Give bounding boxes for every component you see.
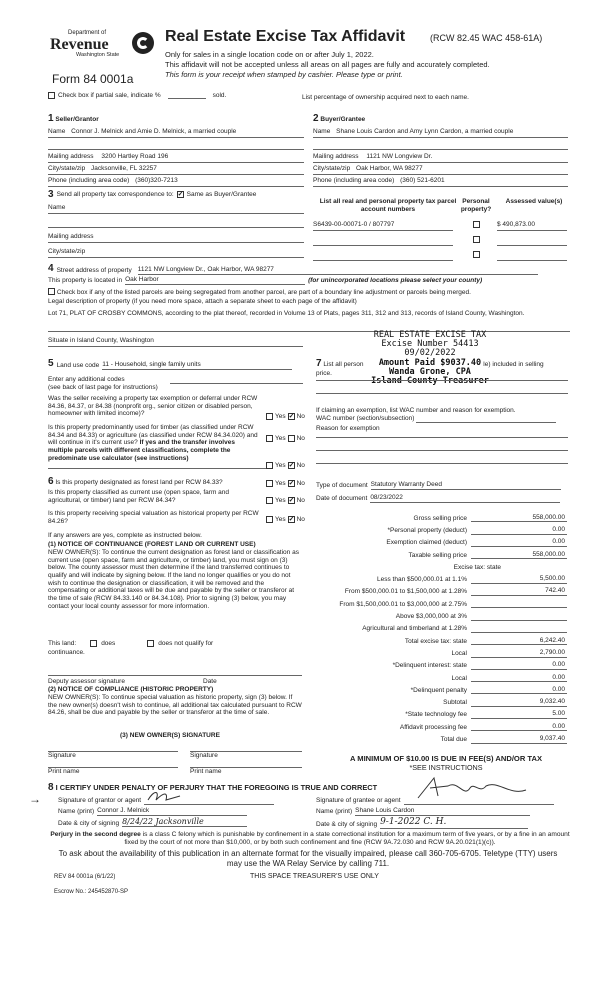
seller-num: 1 [48, 113, 54, 124]
correspondence-label: Send all property tax correspondence to: [56, 191, 174, 199]
grantor-date-value[interactable]: 8/24/22 Jacksonville [122, 817, 247, 827]
correspondence-name-field[interactable] [48, 204, 304, 214]
calc-row-value[interactable]: 5,500.00 [471, 575, 567, 584]
grantee-signature-row [316, 796, 554, 805]
grantor-date-label: Date & city of signing [58, 819, 120, 827]
location-value[interactable]: Oak Harbor [125, 276, 305, 285]
calc-row [312, 719, 567, 731]
parcel-number: S6439-00-00071-0 / 807797 [313, 221, 395, 228]
section6-num: 6 [48, 476, 54, 487]
partial-sale-label: Check box if partial sale, indicate % [58, 92, 161, 99]
document-type-row [316, 481, 561, 490]
buyer-phone-field[interactable] [313, 177, 568, 187]
forest-land-answer [266, 480, 305, 488]
assessed-row-2[interactable] [497, 236, 567, 246]
seller-mailing-value: 3200 Hartley Road 196 [101, 153, 169, 160]
section7-label-a: List all person [323, 361, 364, 368]
calc-row [312, 694, 567, 706]
calc-row-value[interactable]: 0.00 [471, 674, 567, 683]
partial-sale-checkbox[interactable] [48, 92, 55, 99]
calc-row-label: Exemption claimed (deduct) [386, 539, 467, 547]
grantor-date-row [58, 817, 247, 827]
forest-land-question-text: Is this property designated as forest land per RCW 84.33? [55, 479, 223, 486]
street-address-value[interactable]: 1121 NW Longview Dr., Oak Harbor, WA 98277 [138, 266, 538, 275]
grantor-name-label: Name (print) [58, 808, 95, 815]
seller-name-field[interactable] [48, 128, 304, 138]
grantor-name-value[interactable]: Connor J. Melnick [97, 807, 247, 816]
assessed-value: $ 490,873.00 [497, 221, 535, 228]
calc-row-label: *Delinquent interest: state [392, 662, 467, 670]
calc-row-label: From $1,500,000.01 to $3,000,000 at 2.75% [339, 600, 467, 608]
section3-num: 3 [48, 189, 54, 200]
logo-department: Department of [68, 30, 107, 36]
land-use-label: Land use code [56, 362, 100, 370]
seller-phone-label: Phone (including area code) [48, 177, 130, 184]
timber-yes-checkbox[interactable] [266, 435, 273, 442]
calculator-answer [266, 462, 305, 470]
calc-row [312, 731, 567, 743]
parcel-row-2[interactable] [313, 236, 453, 246]
forest-no-checkbox[interactable] [288, 480, 295, 487]
timber-question-bold: If yes and the transfer involves multiple parcels with different classifications, complete the predominate use calculator (see instructions) [48, 439, 235, 462]
grantee-name-row [316, 807, 530, 816]
situate-line [48, 345, 303, 347]
calc-row [312, 522, 567, 534]
deputy-date-label: Date [203, 678, 217, 685]
buyer-city-field[interactable] [313, 165, 568, 175]
land-use-code-value[interactable]: 11 - Household, single family units [102, 361, 292, 370]
buyer-city-label: City/state/zip [313, 165, 351, 172]
new-owner-signature-label-1: Signature [48, 752, 76, 759]
calculator-yes-label: Yes [275, 462, 286, 469]
calc-row-value[interactable]: 6,242.40 [471, 637, 567, 646]
buyer-name-value: Shane Louis Cardon and Amy Lynn Cardon, a married couple [336, 128, 514, 135]
buyer-heading [313, 113, 365, 125]
calc-row-label: *Delinquent penalty [410, 686, 467, 694]
seller-mailing-field[interactable] [48, 153, 304, 163]
if-yes-note: If any answers are yes, complete as instructed below. [48, 532, 202, 539]
assessed-row-3[interactable] [497, 251, 567, 261]
form-number: Form 84 0001a [52, 72, 134, 86]
personal-property-checkbox-1[interactable] [473, 221, 480, 228]
grantor-name-row [58, 807, 247, 816]
calculator-no-label: No [296, 462, 305, 469]
personal-property-line-1[interactable] [316, 379, 568, 381]
header-instructions [165, 50, 490, 79]
wac-label: WAC number (section/subsection) [316, 415, 415, 422]
additional-codes-note: (see back of last page for instructions) [48, 384, 158, 391]
document-type-value[interactable]: Statutory Warranty Deed [371, 481, 561, 490]
legal-description-label: Legal description of property (if you need more space, attach a separate sheet to each page of the affidavit) [48, 298, 357, 305]
header-line-1: Only for sales in a single location code on or after July 1, 2022. [165, 50, 374, 59]
seller-heading-text: Seller/Grantor [55, 116, 99, 123]
calc-row-value[interactable] [471, 620, 567, 621]
seller-name-value: Connor J. Melnick and Amie D. Melnick, a married couple [71, 128, 237, 135]
document-date-row [316, 494, 560, 503]
legal-description: Lot 71, PLAT OF CROSBY COMMONS, according to the plat thereof, recorded in Volume 13 of Plats, pages 311, 312 and 313, records of Island County, Washington. [48, 310, 525, 317]
calc-row-value[interactable] [471, 607, 567, 608]
stamp-line-2: Excise Number 54413 [381, 339, 479, 350]
calc-row-label: Excise tax: state [453, 563, 501, 571]
new-owner-signature-2[interactable] [190, 751, 302, 760]
logo-state: Washington State [76, 52, 120, 59]
does-checkbox[interactable] [90, 640, 97, 647]
calc-row [312, 670, 567, 682]
buyer-name-field[interactable] [313, 128, 568, 138]
parcel-row-3[interactable] [313, 251, 453, 261]
calc-row-label: From $500,000.01 to $1,500,000 at 1.28% [344, 588, 467, 596]
calc-row-label: Affidavit processing fee [399, 723, 467, 731]
timber-question [48, 424, 260, 462]
timber-answer [266, 435, 305, 443]
calc-row-value[interactable]: 0.00 [471, 723, 567, 732]
buyer-phone-label: Phone (including area code) [313, 177, 395, 184]
calc-row-label: Local [451, 674, 467, 682]
calc-row-label: Taxable selling price [408, 551, 467, 559]
current-use-answer [266, 497, 305, 505]
calc-row-value[interactable]: 0.00 [471, 661, 567, 670]
stamp-line-1: REAL ESTATE EXCISE TAX [373, 330, 487, 340]
forest-yes-checkbox[interactable] [266, 480, 273, 487]
land-use-row [48, 358, 292, 370]
current-use-question: Is this property classified as current use (open space, farm and agricultural, or timber) land per RCW 84.34? [48, 489, 230, 504]
calc-row-value[interactable]: 0.00 [471, 686, 567, 695]
buyer-mailing-field[interactable] [313, 153, 568, 163]
wac-row [316, 415, 556, 423]
buyer-mailing-value: 1121 NW Longview Dr. [366, 153, 433, 160]
buyer-name-field-2[interactable] [313, 140, 568, 150]
new-owner-print-label-2: Print name [190, 768, 222, 775]
calc-row [312, 658, 567, 670]
calc-row-value[interactable] [471, 632, 567, 633]
seller-heading [48, 113, 99, 125]
personal-property-checkbox-2[interactable] [473, 236, 480, 243]
timber-no-checkbox[interactable] [288, 435, 295, 442]
new-owner-print-2[interactable] [190, 767, 302, 776]
exemption-question: Was the seller receiving a property tax exemption or deferral under RCW 84.36, 84.37, or 84.38 (nonprofit org., senior citizen or disabled person, homeowner with limited income)? [48, 395, 258, 418]
segregated-row [48, 288, 570, 297]
stamp-amount-paid: Amount Paid $9037.40 [378, 357, 482, 368]
location-label: This property is located in [48, 277, 123, 284]
timber-yes-label: Yes [275, 435, 286, 442]
continuance-heading: (1) NOTICE OF CONTINUANCE (FOREST LAND OR CURRENT USE) [48, 541, 256, 548]
certify-row [48, 782, 377, 794]
arrow-icon: → [29, 792, 41, 806]
does-not-checkbox[interactable] [147, 640, 154, 647]
calc-row [312, 645, 567, 657]
grantee-signature-icon [414, 776, 534, 802]
calc-row [312, 559, 567, 571]
reason-line-1[interactable] [316, 436, 568, 438]
forest-land-question [48, 476, 260, 488]
document-type-label: Type of document [316, 482, 368, 489]
assessed-row-1[interactable] [497, 221, 567, 231]
exemption-no-checkbox[interactable] [288, 413, 295, 420]
grantee-date-row [316, 817, 528, 829]
deputy-signature-line[interactable] [48, 670, 302, 676]
calc-row-label: Above $3,000,000 at 3% [395, 613, 467, 621]
grantee-name-value[interactable]: Shane Louis Cardon [355, 807, 530, 816]
logo-revenue: Revenue [50, 36, 109, 54]
partial-sale-sold: sold. [212, 92, 227, 99]
revision-number: REV 84 0001a (6/1/22) [54, 874, 116, 880]
section4-num: 4 [48, 263, 54, 274]
personal-property-checkbox-3[interactable] [473, 251, 480, 258]
new-owner-signature-heading: (3) NEW OWNER(S) SIGNATURE [120, 732, 220, 739]
buyer-mailing-label: Mailing address [313, 153, 359, 160]
calc-row [312, 608, 567, 620]
calc-row-label: Gross selling price [413, 514, 467, 522]
document-date-value[interactable]: 08/23/2022 [370, 494, 560, 503]
certify-statement: I CERTIFY UNDER PENALTY OF PERJURY THAT THE FOREGOING IS TRUE AND CORRECT [55, 783, 378, 792]
calc-row-label: Subtotal [443, 699, 467, 707]
exemption-yes-checkbox[interactable] [266, 413, 273, 420]
buyer-city-value: Oak Harbor, WA 98277 [356, 165, 423, 172]
assessed-value-header: Assessed value(s) [505, 198, 563, 205]
perjury-bold: Perjury in the second degree [50, 831, 141, 838]
calc-row-label: Total excise tax: state [404, 637, 467, 645]
partial-sale-row [48, 92, 226, 100]
calc-row-value[interactable]: 558,000.00 [471, 514, 567, 523]
header-line-3: This form is your receipt when stamped by cashier. Please type or print. [165, 69, 403, 79]
seller-phone-value: (360)320-7213 [135, 177, 178, 184]
does-label: does [101, 640, 116, 647]
calc-row-label: *State technology fee [405, 711, 467, 719]
calc-row-value[interactable]: 742.40 [471, 587, 567, 596]
calc-row [312, 596, 567, 608]
grantee-date-value[interactable]: 9-1-2022 C. H. [380, 817, 528, 829]
location-note: (for unincorporated locations please select your county) [308, 277, 483, 284]
historical-no-label: No [296, 516, 305, 523]
correspondence-mailing-label: Mailing address [48, 233, 94, 240]
correspondence-name-label: Name [48, 204, 66, 211]
calc-row [312, 510, 567, 522]
header-line-2: This affidavit will not be accepted unless all areas on all pages are fully and accurately completed. [165, 59, 490, 69]
historical-question: Is this property receiving special valuation as historical property per RCW 84.26? [48, 510, 259, 525]
stamp-line-3: 09/02/2022 [404, 348, 456, 359]
grantor-signature-row [58, 796, 274, 805]
calculator-yes-checkbox[interactable] [266, 462, 273, 469]
perjury-text: is a class C felony which is punishable by confinement in a state correctional institution for a maximum term of five years, or by a fine in an amount fixed by the court of not more than $10,000, or by both such confinement and fine (RCW 9A.72.030 and RCW 9A.20.021(1)(c)). [124, 831, 570, 846]
calc-row-value[interactable]: 2,790.00 [471, 649, 567, 658]
historical-answer [266, 516, 305, 524]
seller-city-value: Jacksonville, FL 32257 [91, 165, 157, 172]
form-title: Real Estate Excise Tax Affidavit [165, 28, 406, 45]
does-not-label: does not qualify for [158, 640, 214, 647]
personal-property-header: Personal property? [460, 198, 492, 213]
historical-yes-checkbox[interactable] [266, 516, 273, 523]
calc-row-value[interactable]: 9,037.40 [471, 735, 567, 744]
grantor-signature-icon [146, 788, 186, 804]
location-row [48, 276, 568, 285]
dor-logo [50, 30, 162, 59]
calc-row [312, 621, 567, 633]
section7-label-c: price. [316, 369, 332, 377]
section5-divider [48, 467, 266, 469]
treasurer-use-label: THIS SPACE TREASURER'S USE ONLY [250, 873, 379, 880]
exemption-no-label: No [296, 413, 305, 420]
buyer-name-label: Name [313, 128, 331, 135]
seller-name-label: Name [48, 128, 66, 135]
availability-notice: To ask about the availability of this publication in an alternate format for the visually impaired, please call 360-705-6705. Teletype (TTY) users may use the WA Relay Service by calling 711. [58, 849, 558, 868]
calc-row [312, 707, 567, 719]
calc-row-value[interactable]: 0.00 [471, 526, 567, 535]
exemption-claim-label: If claiming an exemption, list WAC number and reason for exemption. [316, 407, 516, 414]
timber-no-label: No [296, 435, 305, 442]
grantee-name-label: Name (print) [316, 808, 353, 815]
same-as-buyer-checkbox[interactable] [177, 191, 184, 198]
new-owner-print-1[interactable] [48, 767, 178, 776]
ownership-note: List percentage of ownership acquired next to each name. [302, 94, 469, 101]
buyer-heading-text: Buyer/Grantee [320, 116, 366, 123]
personal-property-list [316, 358, 566, 377]
compliance-heading: (2) NOTICE OF COMPLIANCE (HISTORIC PROPERTY) [48, 686, 214, 693]
correspondence-name-field-2[interactable] [48, 218, 304, 228]
new-owner-print-label-1: Print name [48, 768, 80, 775]
continuance-text: NEW OWNER(S): To continue the current designation as forest land or classification as current use (open space, farm and agriculture, or timber) land, you must sign on (3) below. The county assessor must then determine if the land transferred continues to qualify and will indicate by signing below. If the land no longer qualifies or you do not wish to continue the designation or classification, it will be removed and the compensating or additional taxes will be due and payable by the seller or transferor at the time of sale (RCW 84.33.140 or 84.34.108). Prior to signing (3) below, you may contact your local county assessor for more information. [48, 549, 299, 610]
additional-codes-label: Enter any additional codes [48, 376, 125, 383]
current-use-no-checkbox[interactable] [288, 497, 295, 504]
seller-phone-field[interactable] [48, 177, 304, 187]
correspondence-city-field[interactable] [48, 248, 304, 258]
correspondence-city-label: City/state/zip [48, 248, 86, 255]
segregated-checkbox[interactable] [48, 288, 55, 295]
wac-field[interactable] [416, 415, 556, 423]
additional-codes-field[interactable] [170, 376, 303, 384]
exemption-answer [266, 413, 305, 421]
calc-row-label: Less than $500,000.01 at 1.1% [377, 576, 467, 584]
seller-city-label: City/state/zip [48, 165, 86, 172]
escrow-number: Escrow No.: 245452870-SP [54, 889, 129, 895]
calc-row [312, 571, 567, 583]
correspondence-mailing-field[interactable] [48, 233, 304, 243]
situate-text: Situate in Island County, Washington [48, 337, 154, 344]
deputy-signature-label: Deputy assessor signature [48, 678, 125, 685]
street-address-label: Street address of property [56, 267, 132, 275]
calculator-no-checkbox[interactable] [288, 462, 295, 469]
reason-line-2[interactable] [316, 449, 568, 451]
grantee-signature-field[interactable] [404, 796, 554, 805]
reason-line-3[interactable] [316, 462, 568, 464]
grantee-date-label: Date & city of signing [316, 820, 378, 828]
seller-mailing-label: Mailing address [48, 153, 94, 160]
calc-row-value[interactable]: 0.00 [471, 538, 567, 547]
perjury-statement [46, 831, 574, 847]
calc-row-value[interactable]: 9,032.40 [471, 698, 567, 707]
calc-row-value[interactable]: 558,000.00 [471, 551, 567, 560]
correspondence-row [48, 189, 256, 201]
calc-row-label: Total due [440, 735, 467, 743]
historical-yes-label: Yes [275, 516, 286, 523]
segregated-label: Check box if any of the listed parcels are being segregated from another parcel, are part of a boundary line adjustment or parcels being merged. [56, 289, 471, 296]
new-owner-signature-label-2: Signature [190, 752, 218, 759]
seller-name-field-2[interactable] [48, 140, 304, 150]
calc-row [312, 547, 567, 559]
parcel-table-header: List all real and personal property tax parcel account numbers [319, 198, 457, 213]
this-land-label: This land: [48, 640, 77, 647]
street-address-row [48, 263, 538, 275]
section5-num: 5 [48, 358, 54, 369]
grantee-signature-label: Signature of grantee or agent [316, 797, 401, 805]
minimum-due-notice: A MINIMUM OF $10.00 IS DUE IN FEE(S) AND/OR TAX [349, 754, 543, 763]
calc-row [312, 584, 567, 596]
tax-calculation [312, 510, 567, 744]
calc-row [312, 682, 567, 694]
current-use-yes-label: Yes [275, 497, 286, 504]
section7-label-b: le) included in selling [483, 361, 544, 368]
stamp-treasurer-title: Island County Treasurer [371, 376, 489, 387]
partial-sale-percent-field[interactable] [168, 92, 206, 99]
current-use-no-label: No [296, 497, 305, 504]
form-statute: (RCW 82.45 WAC 458-61A) [430, 33, 543, 43]
dor-emblem-icon [132, 32, 154, 54]
continuance-word: continuance. [48, 649, 85, 656]
seller-city-field[interactable] [48, 165, 304, 175]
calc-row [312, 633, 567, 645]
historical-no-checkbox[interactable] [288, 516, 295, 523]
calc-row-label: *Personal property (deduct) [387, 526, 467, 534]
current-use-yes-checkbox[interactable] [266, 497, 273, 504]
grantor-signature-label: Signature of grantor or agent [58, 797, 142, 805]
exemption-yes-label: Yes [275, 413, 286, 420]
section8-num: 8 [48, 782, 54, 793]
timber-question-text: Is this property predominantly used for timber (as classified under RCW 84.34 and 84.33) or agriculture (as classified under RCW 84.34.020) and will continue in it's current use? [48, 424, 258, 447]
qualify-row [48, 640, 213, 648]
buyer-phone-value: (360) 521-6201 [400, 177, 445, 184]
buyer-num: 2 [313, 113, 319, 124]
see-instructions-note: *SEE INSTRUCTIONS [409, 763, 483, 772]
section7-num: 7 [316, 358, 322, 369]
reason-label: Reason for exemption [316, 425, 380, 432]
calc-row-value[interactable]: 5.00 [471, 710, 567, 719]
calc-row-label: Agricultural and timberland at 1.28% [362, 625, 467, 633]
calc-row [312, 535, 567, 547]
calc-row-label: Local [451, 649, 467, 657]
forest-no-label: No [296, 480, 305, 487]
parcel-row-1[interactable] [313, 221, 453, 231]
new-owner-signature-1[interactable] [48, 751, 178, 760]
personal-property-line-2[interactable] [316, 392, 568, 394]
compliance-text: NEW OWNER(S): To continue special valuation as historic property, sign (3) below. If the new owner(s) doesn't wish to continue, all additional tax calculated pursuant to RCW 84.26, shall be due and payable by the seller or transferor at the time of sale. [48, 694, 302, 717]
grantor-signature-field[interactable] [144, 796, 274, 805]
document-date-label: Date of document [316, 495, 368, 502]
same-as-buyer-label: Same as Buyer/Grantee [186, 191, 257, 199]
forest-yes-label: Yes [275, 480, 286, 487]
stamp-treasurer-name: Wanda Grone, CPA [389, 366, 471, 377]
